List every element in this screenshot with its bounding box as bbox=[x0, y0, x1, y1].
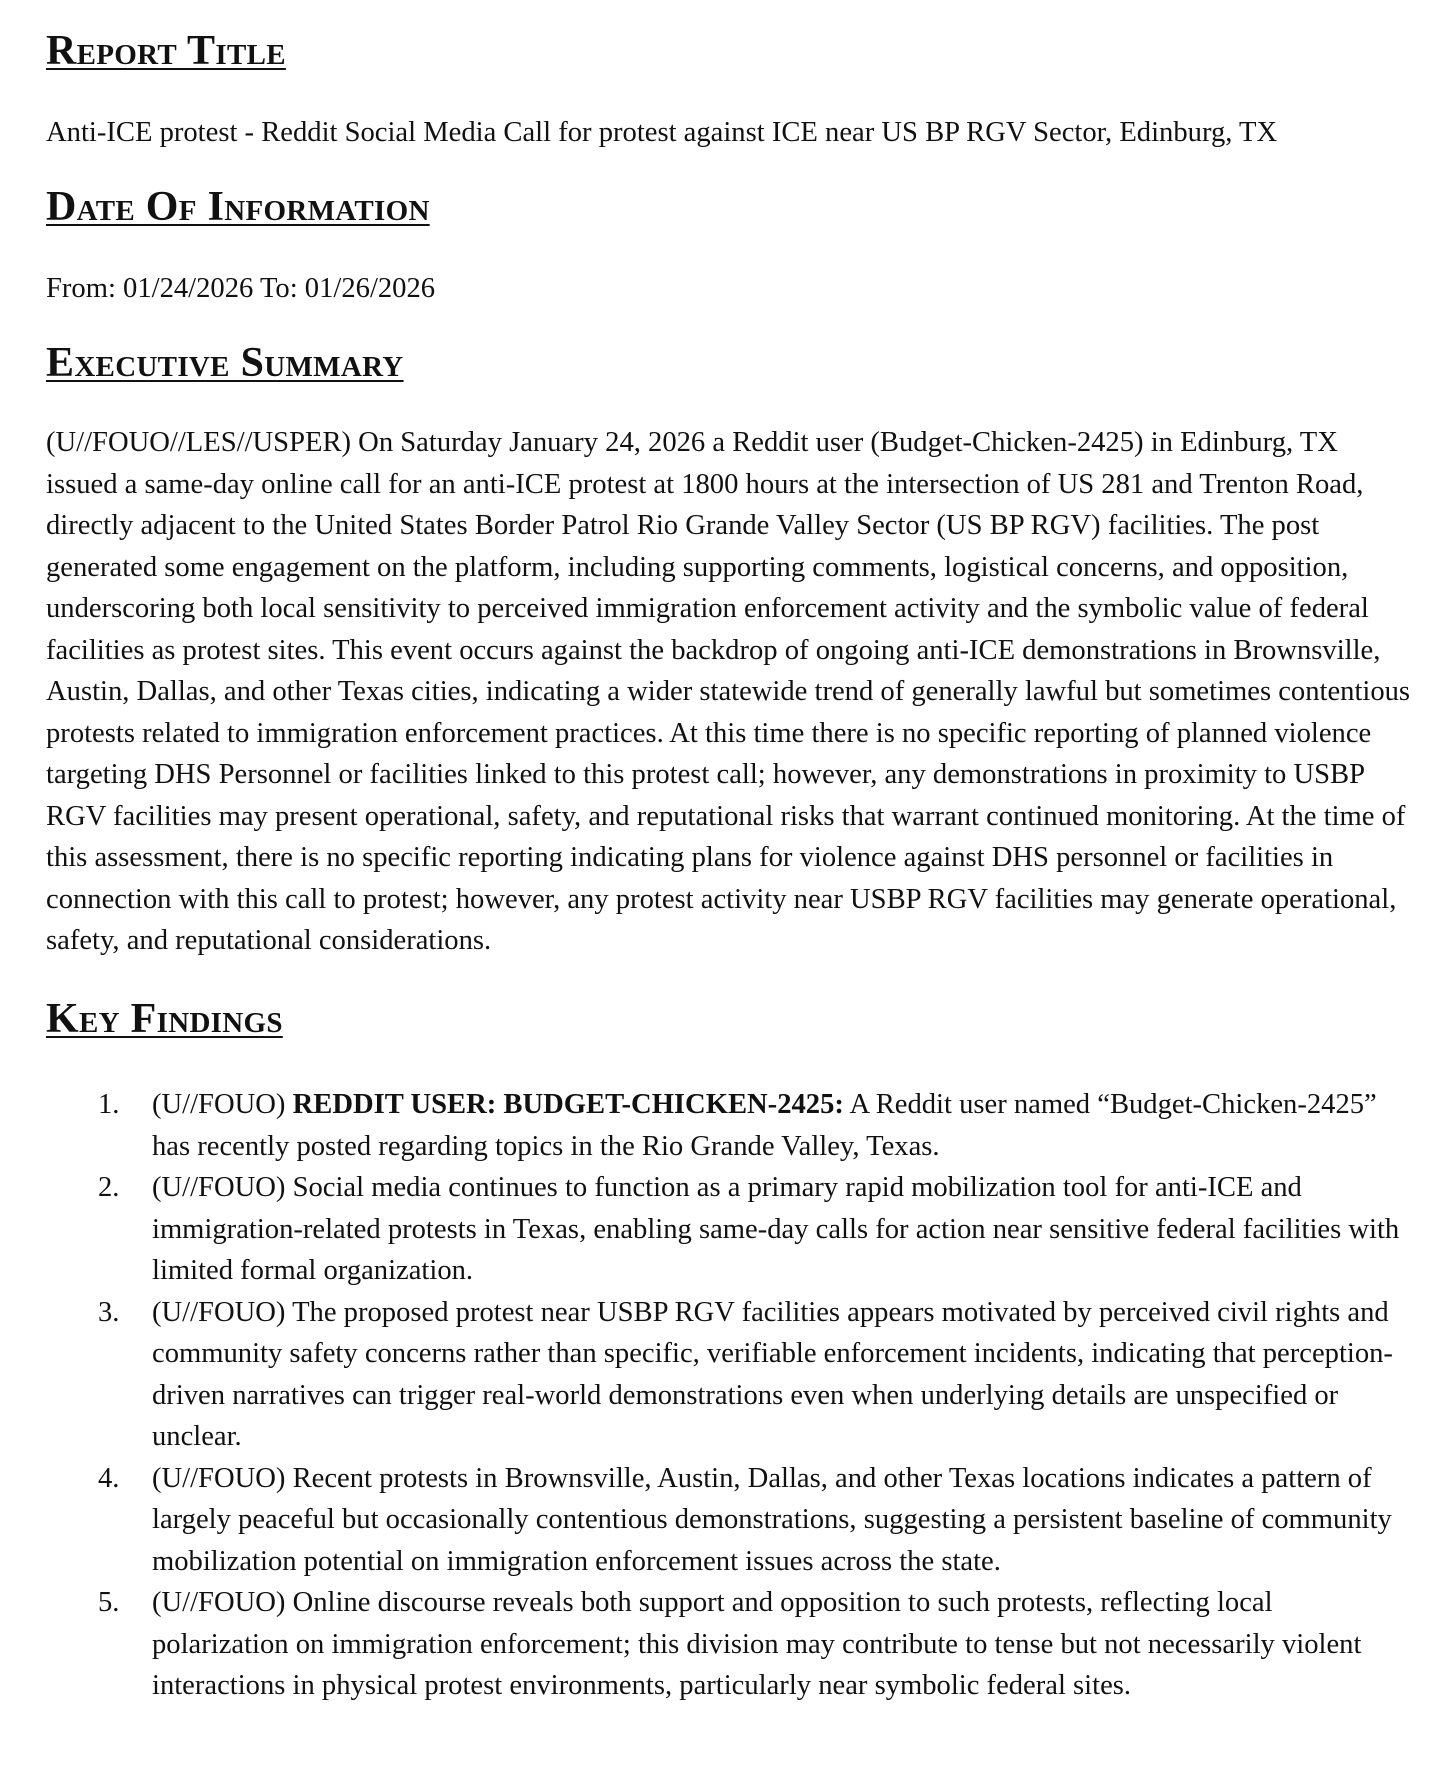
finding-number: 4. bbox=[98, 1462, 120, 1494]
finding-marking: (U//FOUO) bbox=[152, 1172, 286, 1204]
finding-marking: (U//FOUO) bbox=[152, 1089, 286, 1121]
finding-text: Online discourse reveals both support and opposition to such protests, reflecting local polarization on immigration enforcement; this division may contribute to tense but not necessarily violent interactions in physical protest environments, particularly near symbolic federal sites. bbox=[152, 1587, 1362, 1702]
finding-item-3 bbox=[46, 1292, 1416, 1458]
key-findings-heading: Key Findings bbox=[46, 995, 283, 1042]
finding-number: 5. bbox=[98, 1587, 120, 1619]
finding-marking: (U//FOUO) bbox=[152, 1296, 286, 1328]
date-of-information-heading: Date Of Information bbox=[46, 183, 430, 230]
finding-marking: (U//FOUO) bbox=[152, 1587, 286, 1619]
finding-item-2 bbox=[46, 1167, 1416, 1292]
finding-text: Recent protests in Brownsville, Austin, Dallas, and other Texas locations indicates a pattern of largely peaceful but occasionally contentious demonstrations, suggesting a persistent baseline of community mobilization potential on immigration enforcement issues across the state. bbox=[152, 1462, 1392, 1577]
finding-item-1 bbox=[46, 1084, 1416, 1167]
finding-item-5 bbox=[46, 1582, 1416, 1707]
date-of-information-text: From: 01/24/2026 To: 01/26/2026 bbox=[46, 273, 436, 305]
finding-item-4 bbox=[46, 1458, 1416, 1583]
finding-text: The proposed protest near USBP RGV facilities appears motivated by perceived civil rights and community safety concerns rather than specific, verifiable enforcement incidents, indicating that perception-driven narratives can trigger real-world demonstrations even when underlying details are unspecified or unclear. bbox=[152, 1296, 1393, 1453]
finding-number: 3. bbox=[98, 1296, 120, 1328]
finding-number: 1. bbox=[98, 1089, 120, 1121]
executive-summary-text: (U//FOUO//LES//USPER) On Saturday January 24, 2026 a Reddit user (Budget-Chicken-2425) in Edinburg, TX issued a same-day online call for an anti-ICE protest at 1800 hours at the intersection of US 281 and Trenton Road, directly adjacent to the United States Border Patrol Rio Grande Valley Sector (US BP RGV) facilities. The post generated some engagement on the platform, including supporting comments, logistical concerns, and opposition, underscoring both local sensitivity to perceived immigration enforcement activity and the symbolic value of federal facilities as protest sites. This event occurs against the backdrop of ongoing anti-ICE demonstrations in Brownsville, Austin, Dallas, and other Texas cities, indicating a wider statewide trend of generally lawful but sometimes contentious protests related to immigration enforcement practices. At this time there is no specific reporting of planned violence targeting DHS Personnel or facilities linked to this protest call; however, any demonstrations in proximity to USBP RGV facilities may present operational, safety, and reputational risks that warrant continued monitoring. At the time of this assessment, there is no specific reporting indicating plans for violence against DHS personnel or facilities in connection with this call to protest; however, any protest activity near USBP RGV facilities may generate operational, safety, and reputational considerations. bbox=[46, 427, 1411, 957]
report-title-text: Anti-ICE protest - Reddit Social Media Call for protest against ICE near US BP RGV Sector, Edinburg, TX bbox=[46, 117, 1278, 149]
finding-text: A Reddit user named “Budget-Chicken-2425” has recently posted regarding topics in the Rio Grande Valley, Texas. bbox=[152, 1089, 1377, 1162]
key-findings-list bbox=[46, 1084, 1416, 1707]
finding-bold-lead: REDDIT USER: BUDGET-CHICKEN-2425: bbox=[292, 1089, 844, 1121]
finding-text: Social media continues to function as a primary rapid mobilization tool for anti-ICE and immigration-related protests in Texas, enabling same-day calls for action near sensitive federal facilities with limited formal organization. bbox=[152, 1172, 1400, 1287]
finding-marking: (U//FOUO) bbox=[152, 1462, 286, 1494]
finding-number: 2. bbox=[98, 1172, 120, 1204]
report-title-heading: Report Title bbox=[46, 28, 286, 74]
executive-summary-heading: Executive Summary bbox=[46, 339, 404, 386]
